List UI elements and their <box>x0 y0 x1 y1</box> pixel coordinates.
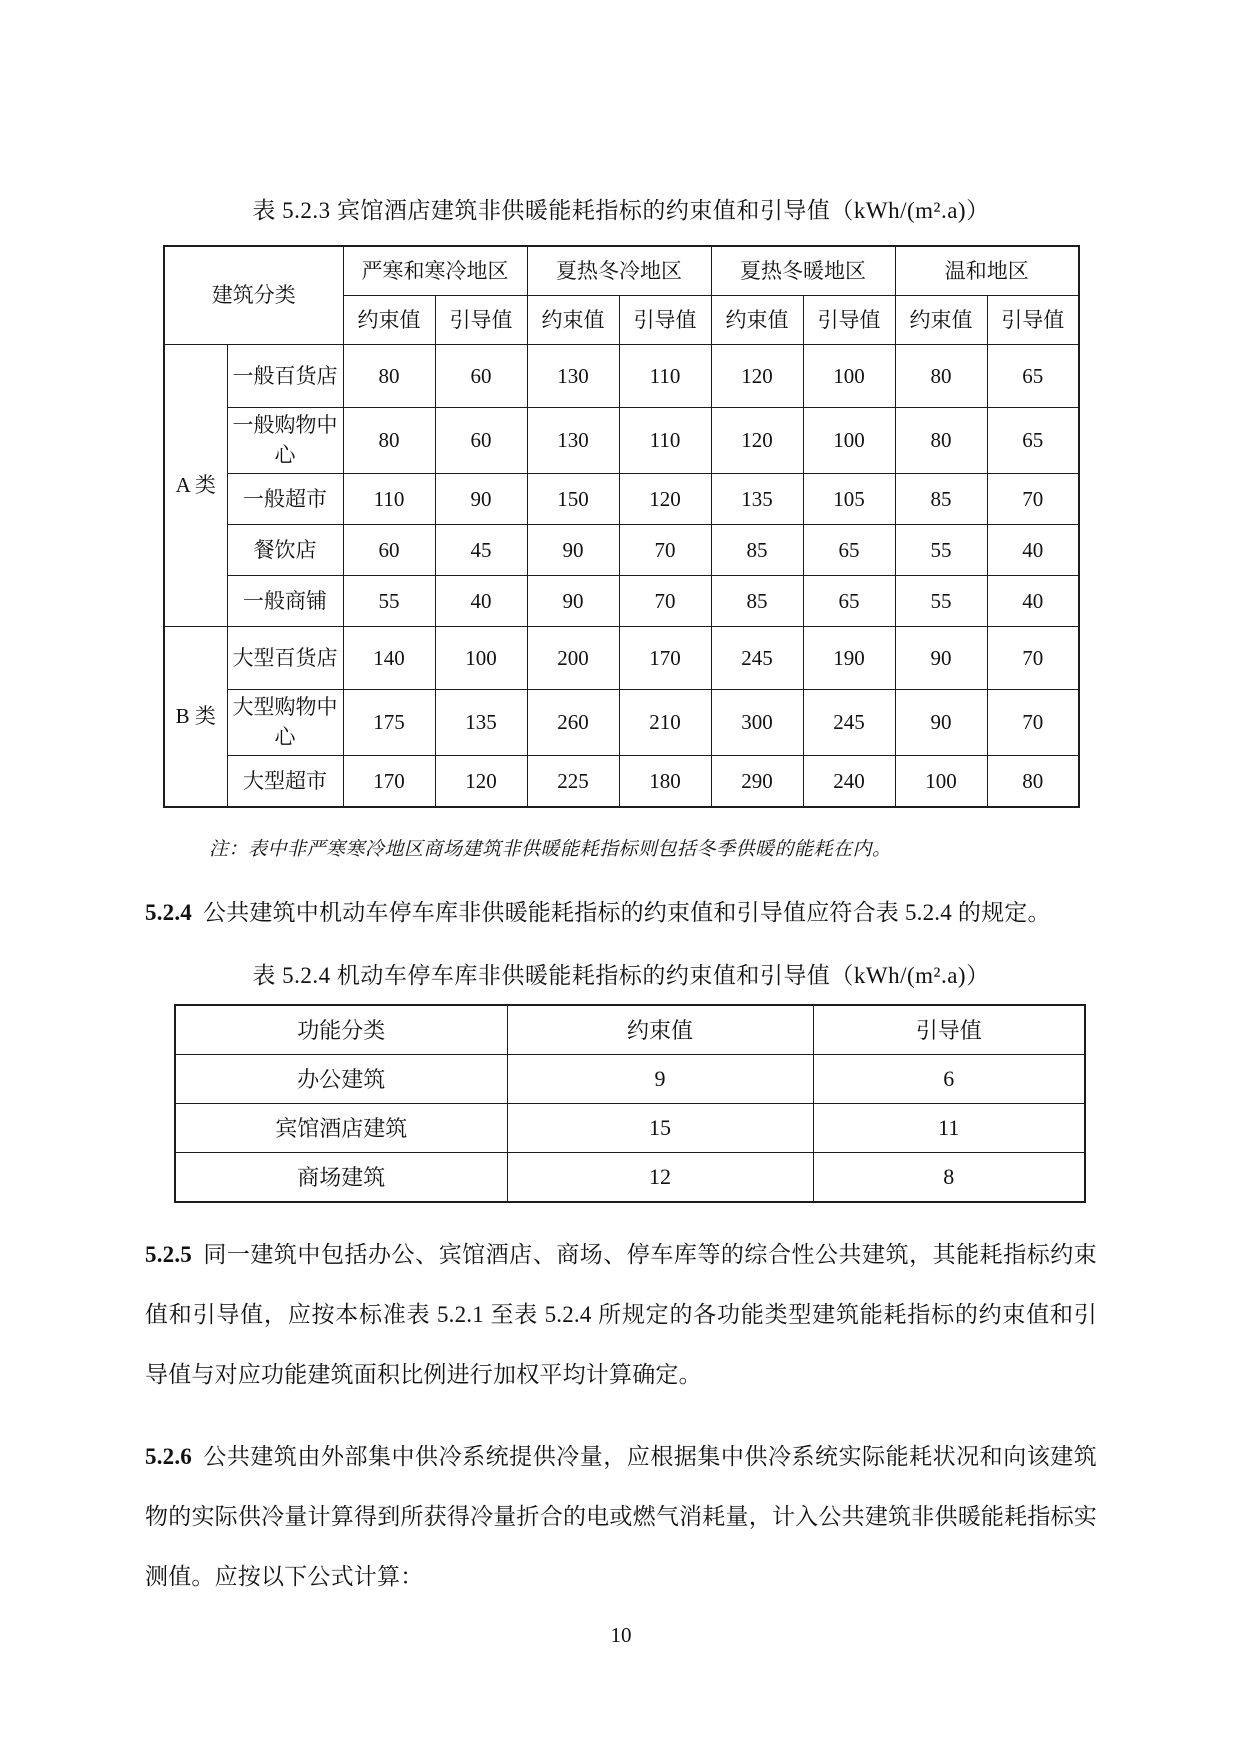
value-cell: 90 <box>895 689 987 755</box>
header-cell: 约束值 <box>507 1005 813 1055</box>
value-cell: 245 <box>803 689 895 755</box>
table-row <box>164 689 1079 755</box>
value-cell: 120 <box>435 755 527 807</box>
value-cell: 80 <box>343 408 435 474</box>
value-cell: 110 <box>619 408 711 474</box>
value-cell: 240 <box>803 755 895 807</box>
header-cell: 功能分类 <box>175 1005 507 1055</box>
value-cell: 90 <box>527 524 619 575</box>
value-cell: 135 <box>435 689 527 755</box>
value-cell: 90 <box>527 575 619 626</box>
section-5-2-5 <box>145 1225 1097 1405</box>
category-cell: 餐饮店 <box>227 524 343 575</box>
category-cell: 大型购物中心 <box>227 689 343 755</box>
value-cell: 190 <box>803 626 895 689</box>
corner-header-cell: 建筑分类 <box>164 246 343 345</box>
value-cell: 12 <box>507 1152 813 1202</box>
section-text: 同一建筑中包括办公、宾馆酒店、商场、停车库等的综合性公共建筑，其能耗指标约束值和引导值，应按本标准表 5.2.1 至表 5.2.4 所规定的各功能类型建筑能耗指标的约束值和引导值与对应功能建筑面积比例进行加权平均计算确定。 <box>145 1241 1097 1387</box>
category-cell: 一般购物中心 <box>227 408 343 474</box>
value-cell: 260 <box>527 689 619 755</box>
table-row <box>175 1152 1085 1202</box>
section-text: 公共建筑中机动车停车库非供暖能耗指标的约束值和引导值应符合表 5.2.4 的规定。 <box>203 899 1051 925</box>
region-header-cell: 夏热冬暖地区 <box>711 246 895 296</box>
value-cell: 90 <box>895 626 987 689</box>
value-cell: 120 <box>619 473 711 524</box>
table-524-caption: 表 5.2.4 机动车停车库非供暖能耗指标的约束值和引导值（kWh/(m².a)） <box>252 962 990 988</box>
region-header-cell: 温和地区 <box>895 246 1079 296</box>
table-row <box>164 408 1079 474</box>
table-note: 注：表中非严寒寒冷地区商场建筑非供暖能耗指标则包括冬季供暖的能耗在内。 <box>209 838 892 860</box>
category-cell: 大型百货店 <box>227 626 343 689</box>
value-cell: 225 <box>527 755 619 807</box>
table-523-caption: 表 5.2.3 宾馆酒店建筑非供暖能耗指标的约束值和引导值（kWh/(m².a)） <box>252 198 990 223</box>
value-cell: 110 <box>619 345 711 408</box>
category-cell: 一般百货店 <box>227 345 343 408</box>
subheader-cell: 约束值 <box>343 296 435 345</box>
table-row <box>164 345 1079 408</box>
value-cell: 110 <box>343 473 435 524</box>
subheader-cell: 引导值 <box>619 296 711 345</box>
header-cell: 引导值 <box>813 1005 1085 1055</box>
value-cell: 200 <box>527 626 619 689</box>
value-cell: 105 <box>803 473 895 524</box>
value-cell: 170 <box>619 626 711 689</box>
value-cell: 130 <box>527 408 619 474</box>
table-row <box>175 1005 1085 1055</box>
subheader-cell: 约束值 <box>895 296 987 345</box>
subheader-cell: 约束值 <box>527 296 619 345</box>
value-cell: 80 <box>987 755 1079 807</box>
value-cell: 100 <box>895 755 987 807</box>
section-number: 5.2.4 <box>145 899 192 925</box>
value-cell: 210 <box>619 689 711 755</box>
value-cell: 85 <box>711 524 803 575</box>
value-cell: 80 <box>343 345 435 408</box>
value-cell: 65 <box>803 524 895 575</box>
value-cell: 150 <box>527 473 619 524</box>
value-cell: 90 <box>435 473 527 524</box>
value-cell: 65 <box>987 345 1079 408</box>
value-cell: 70 <box>619 575 711 626</box>
category-cell: 宾馆酒店建筑 <box>175 1103 507 1152</box>
value-cell: 170 <box>343 755 435 807</box>
page-number: 10 <box>610 1622 632 1647</box>
value-cell: 70 <box>987 473 1079 524</box>
value-cell: 100 <box>435 626 527 689</box>
category-cell: 一般商铺 <box>227 575 343 626</box>
table-row <box>175 1054 1085 1103</box>
group-label-cell: B 类 <box>164 626 227 806</box>
value-cell: 15 <box>507 1103 813 1152</box>
value-cell: 65 <box>803 575 895 626</box>
value-cell: 55 <box>895 524 987 575</box>
value-cell: 245 <box>711 626 803 689</box>
value-cell: 70 <box>987 689 1079 755</box>
value-cell: 65 <box>987 408 1079 474</box>
value-cell: 40 <box>987 575 1079 626</box>
category-cell: 商场建筑 <box>175 1152 507 1202</box>
value-cell: 120 <box>711 408 803 474</box>
value-cell: 175 <box>343 689 435 755</box>
region-header-cell: 夏热冬冷地区 <box>527 246 711 296</box>
subheader-cell: 约束值 <box>711 296 803 345</box>
table-row <box>164 755 1079 807</box>
value-cell: 55 <box>343 575 435 626</box>
value-cell: 100 <box>803 408 895 474</box>
value-cell: 120 <box>711 345 803 408</box>
value-cell: 60 <box>435 345 527 408</box>
value-cell: 11 <box>813 1103 1085 1152</box>
value-cell: 40 <box>435 575 527 626</box>
table-row <box>164 473 1079 524</box>
value-cell: 60 <box>343 524 435 575</box>
table-row <box>164 575 1079 626</box>
section-5-2-6 <box>145 1427 1097 1607</box>
subheader-cell: 引导值 <box>435 296 527 345</box>
value-cell: 40 <box>987 524 1079 575</box>
value-cell: 85 <box>711 575 803 626</box>
value-cell: 70 <box>987 626 1079 689</box>
value-cell: 70 <box>619 524 711 575</box>
value-cell: 85 <box>895 473 987 524</box>
value-cell: 300 <box>711 689 803 755</box>
value-cell: 8 <box>813 1152 1085 1202</box>
value-cell: 6 <box>813 1054 1085 1103</box>
table-523 <box>163 245 1080 808</box>
subheader-cell: 引导值 <box>803 296 895 345</box>
region-header-cell: 严寒和寒冷地区 <box>343 246 527 296</box>
section-text: 公共建筑由外部集中供冷系统提供冷量，应根据集中供冷系统实际能耗状况和向该建筑物的实际供冷量计算得到所获得冷量折合的电或燃气消耗量，计入公共建筑非供暖能耗指标实测值。应按以下公式计算： <box>145 1443 1097 1589</box>
subheader-cell: 引导值 <box>987 296 1079 345</box>
value-cell: 135 <box>711 473 803 524</box>
section-5-2-4 <box>145 883 1097 943</box>
value-cell: 140 <box>343 626 435 689</box>
category-cell: 办公建筑 <box>175 1054 507 1103</box>
table-row <box>164 246 1079 296</box>
category-cell: 大型超市 <box>227 755 343 807</box>
value-cell: 80 <box>895 408 987 474</box>
value-cell: 55 <box>895 575 987 626</box>
table-row <box>175 1103 1085 1152</box>
category-cell: 一般超市 <box>227 473 343 524</box>
value-cell: 9 <box>507 1054 813 1103</box>
value-cell: 80 <box>895 345 987 408</box>
value-cell: 100 <box>803 345 895 408</box>
value-cell: 60 <box>435 408 527 474</box>
value-cell: 45 <box>435 524 527 575</box>
table-row <box>164 524 1079 575</box>
table-row <box>164 626 1079 689</box>
group-label-cell: A 类 <box>164 345 227 627</box>
value-cell: 180 <box>619 755 711 807</box>
section-number: 5.2.6 <box>145 1443 192 1469</box>
table-524 <box>174 1004 1086 1203</box>
section-number: 5.2.5 <box>145 1241 192 1267</box>
value-cell: 130 <box>527 345 619 408</box>
value-cell: 290 <box>711 755 803 807</box>
